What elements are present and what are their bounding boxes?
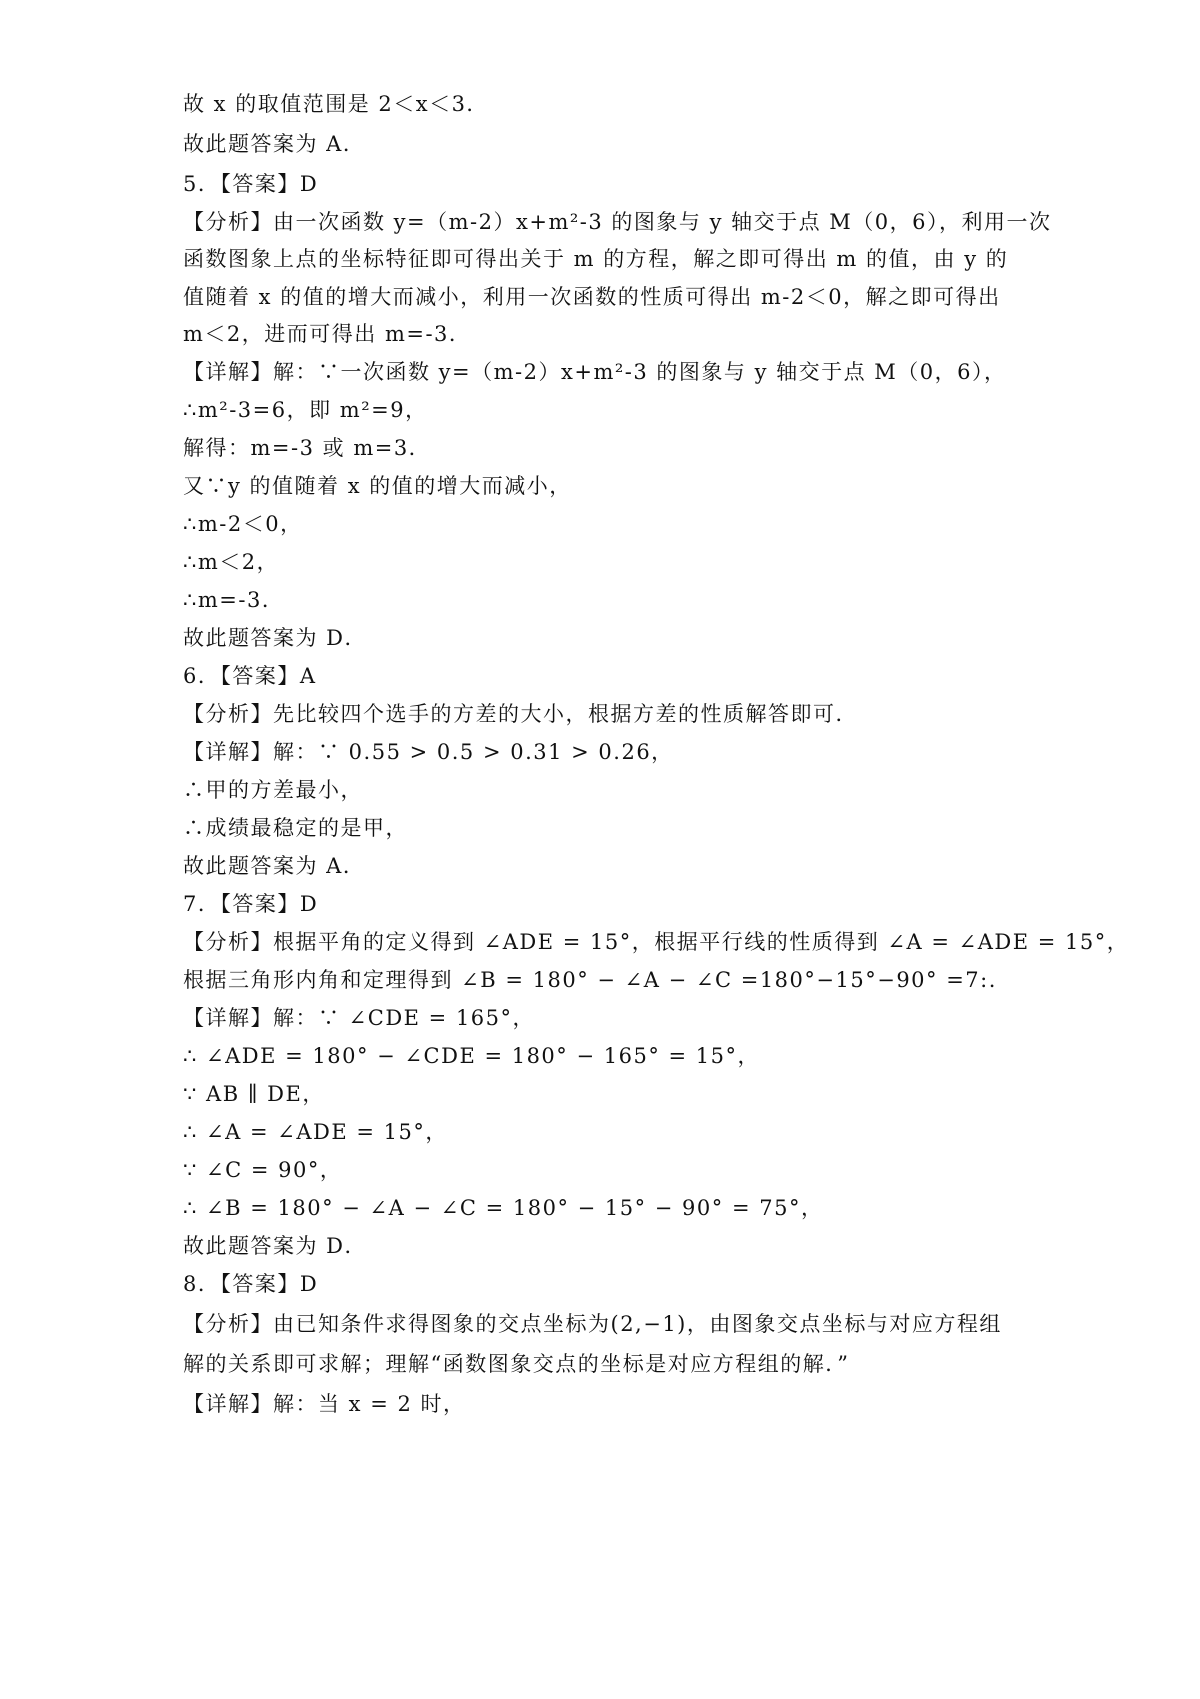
text-line: 故此题答案为 D．	[183, 626, 368, 650]
text-line: ∴甲的方差最小，	[183, 778, 363, 802]
text-line: 【详解】解：∵一次函数 y=（m-2）x+m²-3 的图象与 y 轴交于点 M（0，6），	[183, 360, 1007, 384]
text-line: ∴m-2＜0，	[183, 512, 303, 536]
text-line: 解的关系即可求解；理解“函数图象交点的坐标是对应方程组的解．”	[183, 1352, 850, 1376]
text-line: ∴ ∠B = 180° − ∠A − ∠C = 180° − 15° − 90° = 75°，	[183, 1196, 824, 1220]
text-line: 故此题答案为 A．	[183, 132, 366, 156]
text-line: ∴m²-3=6，即 m²=9，	[183, 398, 428, 422]
text-line: 【分析】先比较四个选手的方差的大小，根据方差的性质解答即可．	[183, 702, 858, 726]
answer-heading-7: 7．【答案】D	[183, 892, 319, 916]
text-line: 【分析】根据平角的定义得到 ∠ADE = 15°，根据平行线的性质得到 ∠A = ∠ADE = 15°，	[183, 930, 1130, 954]
text-line: ∴m＜2，	[183, 550, 280, 574]
text-line: ∴成绩最稳定的是甲，	[183, 816, 408, 840]
text-line: 又∵y 的值随着 x 的值的增大而减小，	[183, 474, 572, 498]
text-line: 【详解】解：当 x = 2 时，	[183, 1392, 466, 1416]
text-line: 【详解】解：∵ ∠CDE = 165°，	[183, 1006, 536, 1030]
text-line: 故 x 的取值范围是 2＜x＜3．	[183, 92, 489, 116]
answer-heading-8: 8．【答案】D	[183, 1272, 319, 1296]
text-line: ∵ AB ∥ DE，	[183, 1082, 325, 1106]
text-line: 【分析】由已知条件求得图象的交点坐标为(2,−1)，由图象交点坐标与对应方程组	[183, 1312, 1002, 1336]
text-line: ∴ ∠A = ∠ADE = 15°，	[183, 1120, 448, 1144]
answer-heading-6: 6．【答案】A	[183, 664, 317, 688]
text-line: ∴m=-3．	[183, 588, 285, 612]
answer-heading-5: 5．【答案】D	[183, 172, 319, 196]
text-line: 【详解】解：∵ 0.55 > 0.5 > 0.31 > 0.26，	[183, 740, 674, 764]
text-line: 【分析】由一次函数 y=（m-2）x+m²-3 的图象与 y 轴交于点 M（0，6），利用一次	[183, 210, 1052, 234]
text-line: 故此题答案为 D．	[183, 1234, 368, 1258]
text-line: 值随着 x 的值的增大而减小，利用一次函数的性质可得出 m-2＜0，解之即可得出	[183, 285, 1001, 309]
text-line: ∴ ∠ADE = 180° − ∠CDE = 180° − 165° = 15°，	[183, 1044, 760, 1068]
text-line: 解得：m=-3 或 m=3．	[183, 436, 432, 460]
text-line: ∵ ∠C = 90°，	[183, 1158, 343, 1182]
text-line: 根据三角形内角和定理得到 ∠B = 180° − ∠A − ∠C =180°−15°−90° =7:.	[183, 968, 997, 992]
text-line: 故此题答案为 A．	[183, 854, 366, 878]
text-line: m＜2，进而可得出 m=-3．	[183, 322, 472, 346]
text-line: 函数图象上点的坐标特征即可得出关于 m 的方程，解之即可得出 m 的值，由 y 的	[183, 247, 1009, 271]
